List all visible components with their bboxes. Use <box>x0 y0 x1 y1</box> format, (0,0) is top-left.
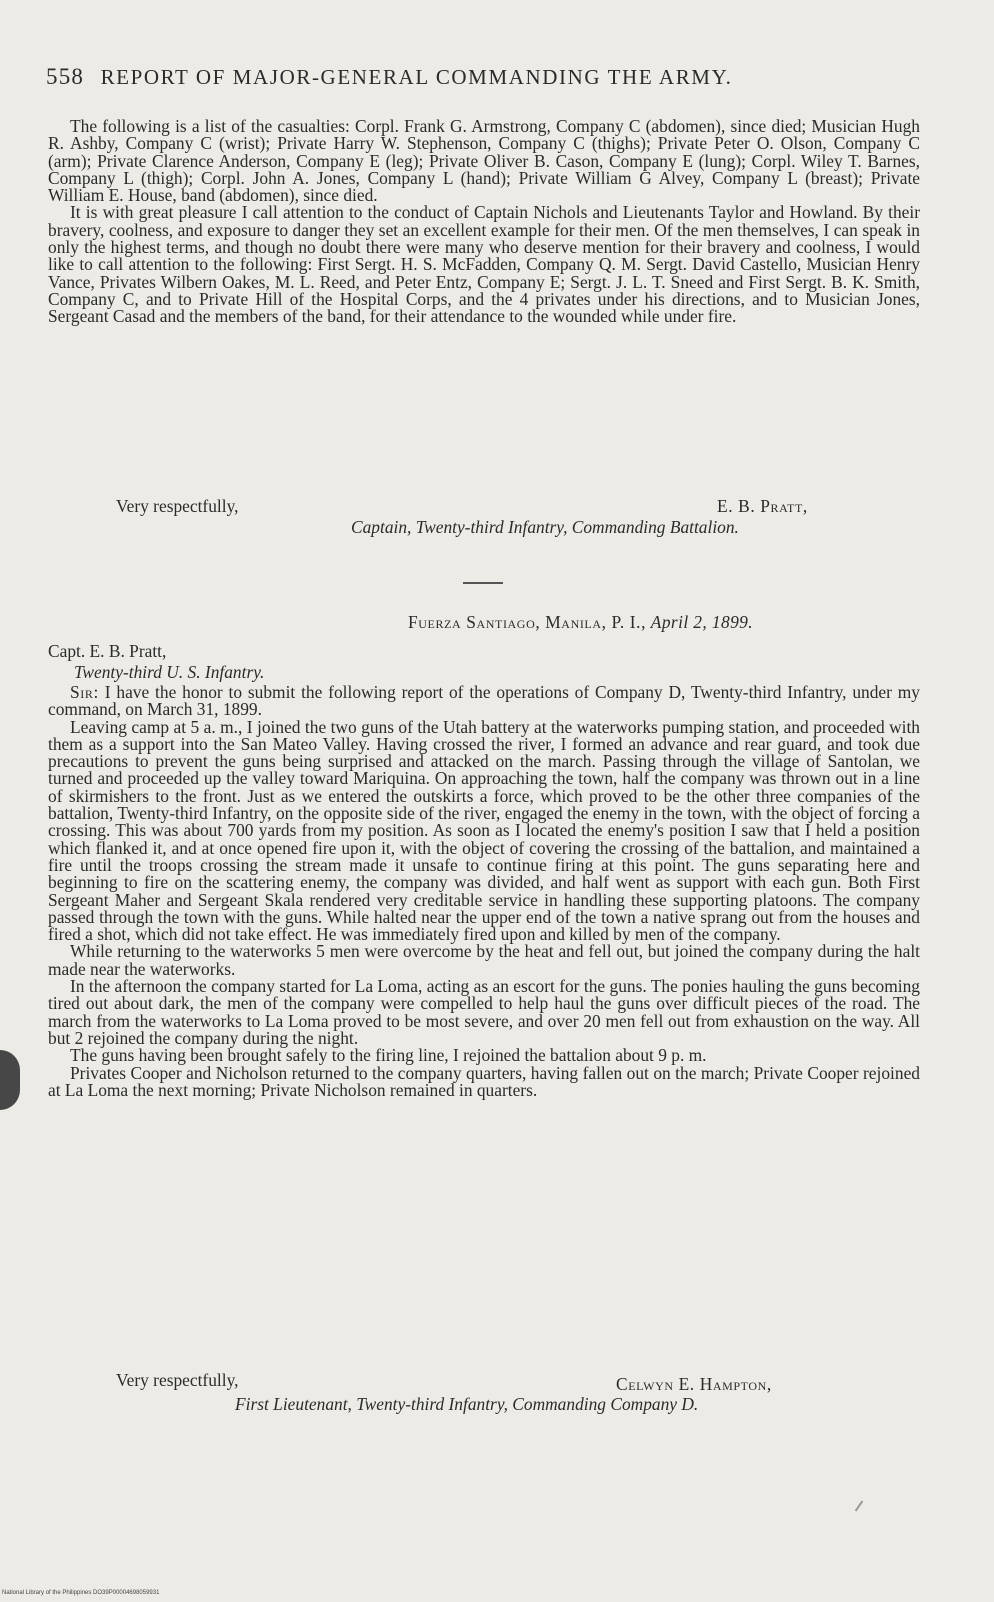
running-header <box>46 64 906 90</box>
page-title: REPORT OF MAJOR-GENERAL COMMANDING THE ARMY. <box>100 65 733 89</box>
section-divider <box>463 582 503 584</box>
pencil-mark <box>855 1501 864 1512</box>
report2-signer: Celwyn E. Hampton, <box>616 1374 772 1394</box>
report2-addressee-unit: Twenty-third U. S. Infantry. <box>74 662 265 682</box>
report2-dateline <box>408 612 753 633</box>
report1-signer: E. B. Pratt, <box>717 496 808 516</box>
salutation: Sir: <box>70 682 99 702</box>
report2-paragraph: The guns having been brought safely to the firing line, I rejoined the battalion about 9 p. m. <box>70 1045 707 1066</box>
binding-shadow <box>0 1050 20 1110</box>
report2-paragraph <box>48 684 920 719</box>
report2-signer-title: First Lieutenant, Twenty-third Infantry, Commanding Company D. <box>235 1394 699 1414</box>
scan-footer: National Library of the Philippines DO39P00004698059931 <box>2 1590 160 1596</box>
report2-body <box>48 684 920 1099</box>
report2-intro: I have the honor to submit the following report of the operations of Company D, Twenty-third Infantry, under my command, on March 31, 1899. <box>48 682 920 720</box>
report2-closing: Very respectfully, <box>116 1370 239 1390</box>
report2-addressee <box>48 641 166 662</box>
report1-paragraph: The following is a list of the casualties: Corpl. Frank G. Armstrong, Company C (abdomen), since died; Musician Hugh R. Ashby, Company C (wrist); Private Harry W. Stephenson, Company C (thighs); Private Peter O. Olson, Company C (arm); Private Clarence Anderson, Company E (leg); Private Oliver B. Cason, Company E (lung); Corpl. Wiley T. Barnes, Company L (thigh); Corpl. John A. Jones, Company L (hand); Private William G Alvey, Company L (breast); Private William E. House, band (abdomen), since died. <box>48 116 920 206</box>
addressee-name: Capt. E. B. Pratt, <box>48 641 167 661</box>
report1-signer-title: Captain, Twenty-third Infantry, Commanding Battalion. <box>351 517 739 537</box>
report1-paragraph: It is with great pleasure I call attention to the conduct of Captain Nichols and Lieutenants Taylor and Howland. By their bravery, coolness, and exposure to danger they set an excellent example for their men. Of the men themselves, I can speak in only the highest terms, and though no doubt there were many who deserve mention for their bravery and coolness, I would like to call attention to the following: First Sergt. H. S. McFadden, Company Q. M. Sergt. David Castello, Musician Henry Vance, Privates Wilbern Oakes, M. L. Reed, and Peter Entz, Company E; Sergt. J. L. T. Sneed and First Sergt. B. K. Smith, Company C, and to Private Hill of the Hospital Corps, and the 4 privates under his directions, and to Musician Jones, Sergeant Casad and the members of the band, for their attendance to the wounded while under fire. <box>48 202 920 327</box>
report2-paragraph: In the afternoon the company started for La Loma, acting as an escort for the guns. The ponies hauling the guns becoming tired out about dark, the men of the company were compelled to help haul the guns over difficult pieces of the road. The march from the waterworks to La Loma proved to be most severe, and over 20 men fell out from exhaustion on the way. All but 2 rejoined the company during the night. <box>48 976 920 1048</box>
report1-body <box>48 118 920 326</box>
dateline-place: Fuerza Santiago, Manila, P. I., <box>408 612 647 632</box>
report1-closing: Very respectfully, <box>116 496 239 516</box>
report2-paragraph: While returning to the waterworks 5 men were overcome by the heat and fell out, but joined the company during the halt made near the waterworks. <box>48 941 920 979</box>
page-number: 558 <box>46 64 85 89</box>
report2-paragraph: Leaving camp at 5 a. m., I joined the two guns of the Utah battery at the waterworks pumping station, and proceeded with them as a support into the San Mateo Valley. Having crossed the river, I formed an advance and rear guard, and took due precautions to prevent the guns being surprised and attacked on the march. Passing through the village of Santolan, we turned and proceeded up the valley toward Mariquina. On approaching the town, half the company was thrown out in a line of skirmishers to the front. Just as we entered the outskirts a force, which proved to be the other three companies of the battalion, Twenty-third Infantry, on the opposite side of the river, engaged the enemy in the town, with the object of forcing a crossing. This was about 700 yards from my position. As soon as I located the enemy's position I saw that I held a position which flanked it, and at once opened fire upon it, with the object of covering the crossing of the battalion, and maintained a fire until the troops crossing the stream made it unsafe to continue firing at this point. The guns separating here and beginning to fire on the scattering enemy, the company was divided, and half went as support with each gun. Both First Sergeant Maher and Sergeant Skala rendered very creditable service in handling these supporting platoons. The company passed through the town with the guns. While halted near the upper end of the town a native sprang out from the houses and fired a shot, which did not take effect. He was immediately fired upon and killed by men of the company. <box>48 716 920 945</box>
report2-paragraph: Privates Cooper and Nicholson returned to the company quarters, having fallen out on the march; Private Cooper rejoined at La Loma the next morning; Private Nicholson remained in quarters. <box>48 1062 920 1100</box>
dateline-date: April 2, 1899. <box>650 612 754 632</box>
